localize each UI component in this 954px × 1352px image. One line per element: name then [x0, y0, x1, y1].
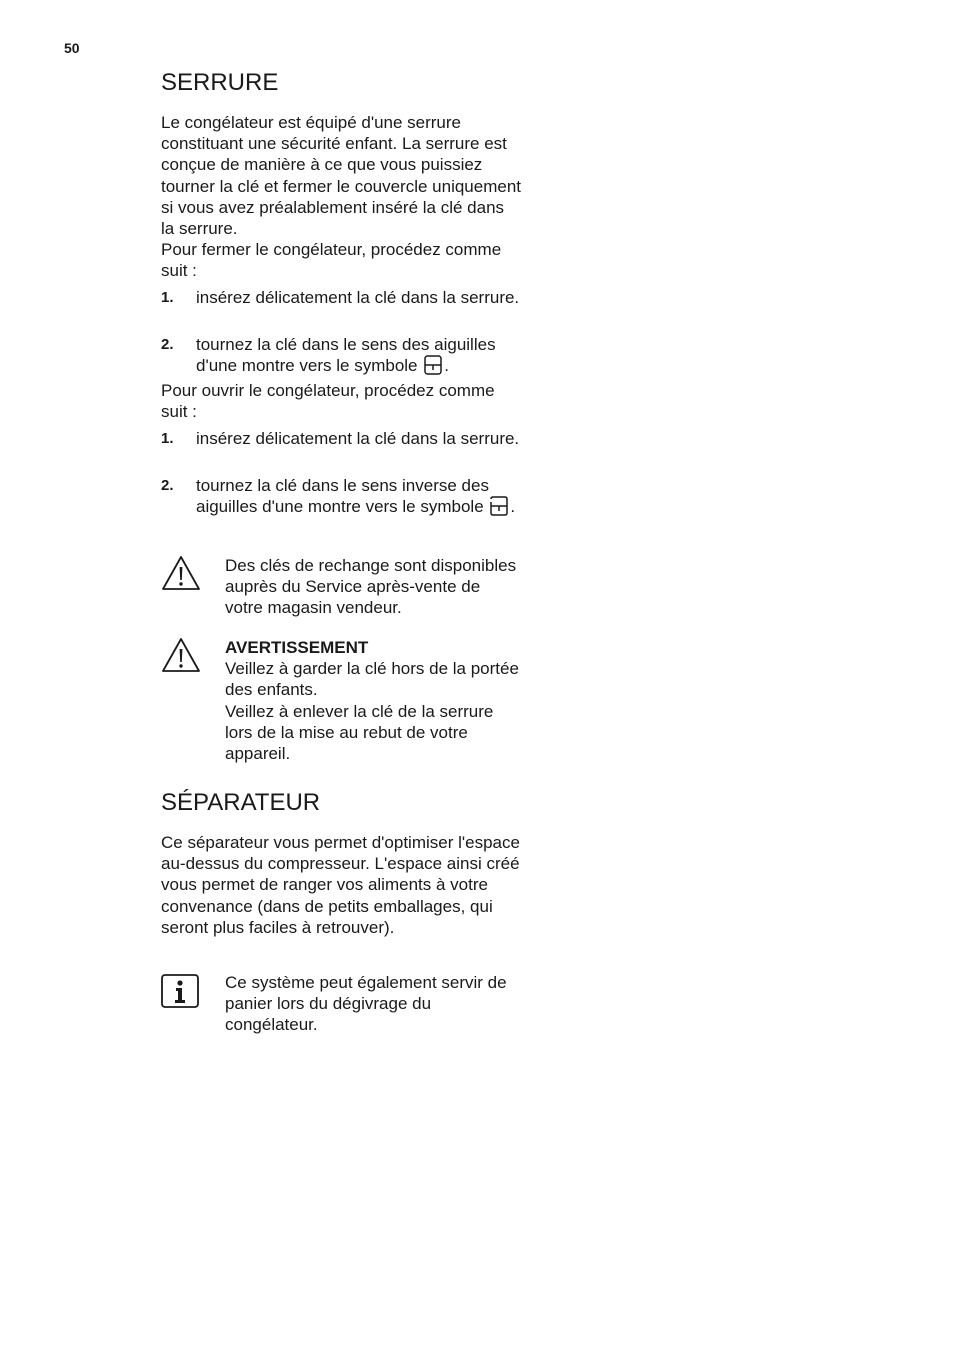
- step-number: 1.: [161, 430, 174, 447]
- step-text: insérez délicatement la clé dans la serrure.: [196, 429, 520, 448]
- page-number: 50: [64, 40, 80, 56]
- close-step-1: [161, 287, 521, 308]
- serrure-intro: Le congélateur est équipé d'une serrure constituant une sécurité enfant. La serrure est conçue de manière à ce que vous puissiez tourner la clé et fermer le couvercle uniquement si vous avez préalablement inséré la clé dans la serrure.: [161, 113, 522, 239]
- section-heading-serrure: SERRURE: [161, 69, 279, 96]
- open-step-1: [161, 428, 521, 449]
- step-text: tournez la clé dans le sens des aiguilles d'une montre vers le symbole: [196, 335, 496, 376]
- open-intro: Pour ouvrir le congélateur, procédez comme suit :: [161, 381, 495, 422]
- warning-line-1: Veillez à garder la clé hors de la portée des enfants.: [225, 659, 519, 700]
- step-suffix: .: [510, 497, 516, 517]
- lock-closed-icon: [424, 355, 442, 375]
- step-number: 2.: [161, 336, 174, 353]
- info-notice: [161, 972, 521, 1036]
- close-step-2: [161, 334, 521, 376]
- warning-triangle-icon: [161, 637, 201, 673]
- caution-notice: [161, 555, 521, 619]
- info-text: Ce système peut également servir de panier lors du dégivrage du congélateur.: [225, 973, 507, 1035]
- caution-text: Des clés de rechange sont disponibles auprès du Service après-vente de votre magasin vendeur.: [225, 556, 517, 618]
- warning-line-2: Veillez à enlever la clé de la serrure lors de la mise au rebut de votre appareil.: [225, 701, 494, 764]
- close-intro: Pour fermer le congélateur, procédez comme suit :: [161, 240, 502, 281]
- info-icon: [161, 972, 199, 1008]
- lock-open-icon: [490, 496, 508, 516]
- warning-notice: [161, 637, 521, 764]
- step-suffix: .: [444, 356, 449, 376]
- step-number: 2.: [161, 477, 174, 494]
- step-text: tournez la clé dans le sens inverse des aiguilles d'une montre vers le symbole: [196, 476, 489, 517]
- warning-title: AVERTISSEMENT: [225, 638, 369, 657]
- step-number: 1.: [161, 289, 174, 306]
- step-text: insérez délicatement la clé dans la serrure.: [196, 288, 520, 307]
- warning-triangle-icon: [161, 555, 201, 591]
- open-step-2: [161, 475, 521, 517]
- section-heading-separateur: SÉPARATEUR: [161, 789, 321, 816]
- separateur-intro: Ce séparateur vous permet d'optimiser l'espace au-dessus du compresseur. L'espace ainsi créé vous permet de ranger vos aliments à votre convenance (dans de petits emballages, qui seront plus faciles à retrouver).: [161, 833, 520, 937]
